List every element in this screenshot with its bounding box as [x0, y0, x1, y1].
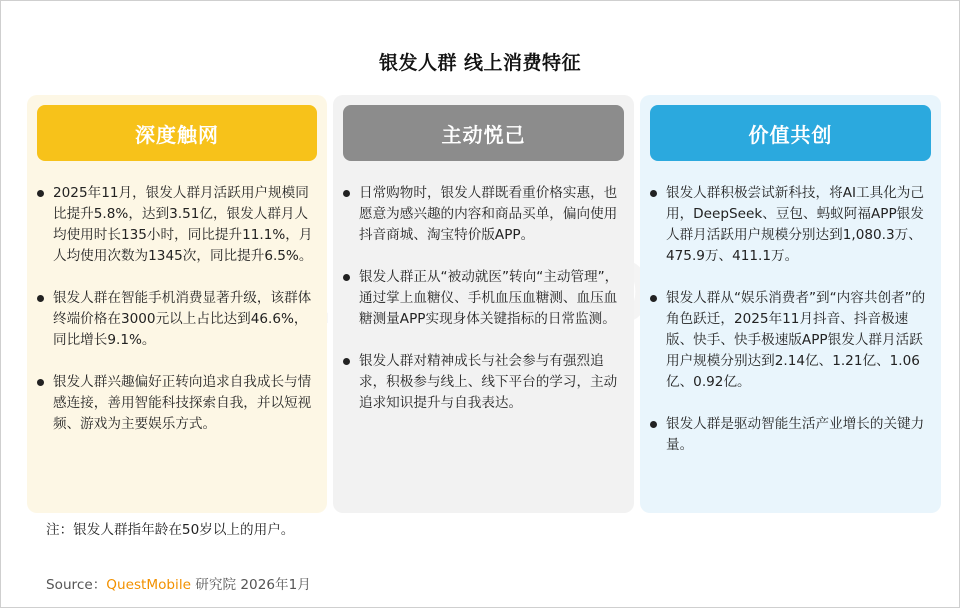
- list-item: [343, 183, 620, 246]
- bullet-dot-icon: [650, 421, 657, 428]
- bullet-dot-icon: [343, 358, 350, 365]
- column-header: 主动悦己: [343, 105, 624, 161]
- bullet-dot-icon: [650, 295, 657, 302]
- bullet-text: 银发人群对精神成长与社会参与有强烈追求，积极参与线上、线下平台的学习，主动追求知识提升与自我表达。: [359, 353, 618, 411]
- bullet-dot-icon: [37, 379, 44, 386]
- list-item: [37, 288, 313, 351]
- bullet-list: [650, 183, 927, 477]
- column-header: 深度触网: [37, 105, 317, 161]
- column-deep-online: [27, 95, 327, 513]
- bullet-dot-icon: [37, 190, 44, 197]
- bullet-text: 银发人群从“娱乐消费者”到“内容共创者”的角色跃迁，2025年11月抖音、抖音极速版、快手、快手极速版APP银发人群月活跃用户规模分别达到2.14亿、1.21亿、1.06亿、0.92亿。: [666, 290, 926, 390]
- bullet-text: 银发人群在智能手机消费显著升级，该群体终端价格在3000元以上占比达到46.6%，同比增长9.1%。: [53, 290, 312, 348]
- list-item: [650, 288, 927, 393]
- source-label: Source：: [46, 577, 107, 593]
- list-item: [650, 183, 927, 267]
- list-item: [37, 372, 313, 435]
- list-item: [343, 351, 620, 414]
- bullet-text: 银发人群是驱动智能生活产业增长的关键力量。: [666, 416, 925, 453]
- bullet-text: 银发人群兴趣偏好正转向追求自我成长与情感连接，善用智能科技探索自我，并以短视频、游戏为主要娱乐方式。: [53, 374, 312, 432]
- source-suffix: 研究院 2026年1月: [190, 577, 311, 593]
- source-brand: QuestMobile: [106, 577, 191, 593]
- bullet-list: [343, 183, 620, 435]
- bullet-dot-icon: [343, 274, 350, 281]
- bullet-text: 2025年11月，银发人群月活跃用户规模同比提升5.8%，达到3.51亿，银发人群月人均使用时长135小时，同比提升11.1%，月人均使用次数为1345次，同比提升6.5%。: [53, 185, 313, 264]
- list-item: [343, 267, 620, 330]
- column-self-pleasing: [333, 95, 634, 513]
- bullet-dot-icon: [650, 190, 657, 197]
- bullet-text: 银发人群正从“被动就医”转向“主动管理”，通过掌上血糖仪、手机血压血糖测、血压血糖测量APP实现身体关键指标的日常监测。: [359, 269, 619, 327]
- bullet-list: [37, 183, 313, 456]
- bullet-dot-icon: [37, 295, 44, 302]
- bullet-text: 日常购物时，银发人群既看重价格实惠，也愿意为感兴趣的内容和商品买单，偏向使用抖音商城、淘宝特价版APP。: [359, 185, 618, 243]
- column-value-cocreation: [640, 95, 941, 513]
- list-item: [650, 414, 927, 456]
- list-item: [37, 183, 313, 267]
- page-title: 银发人群 线上消费特征: [378, 52, 582, 74]
- source-line: [46, 573, 311, 593]
- column-header: 价值共创: [650, 105, 931, 161]
- footnote: 注：银发人群指年龄在50岁以上的用户。: [46, 522, 295, 538]
- bullet-text: 银发人群积极尝试新科技，将AI工具化为己用，DeepSeek、豆包、蚂蚁阿福APP银发人群月活跃用户规模分别达到1,080.3万、475.9万、411.1万。: [666, 185, 924, 264]
- bullet-dot-icon: [343, 190, 350, 197]
